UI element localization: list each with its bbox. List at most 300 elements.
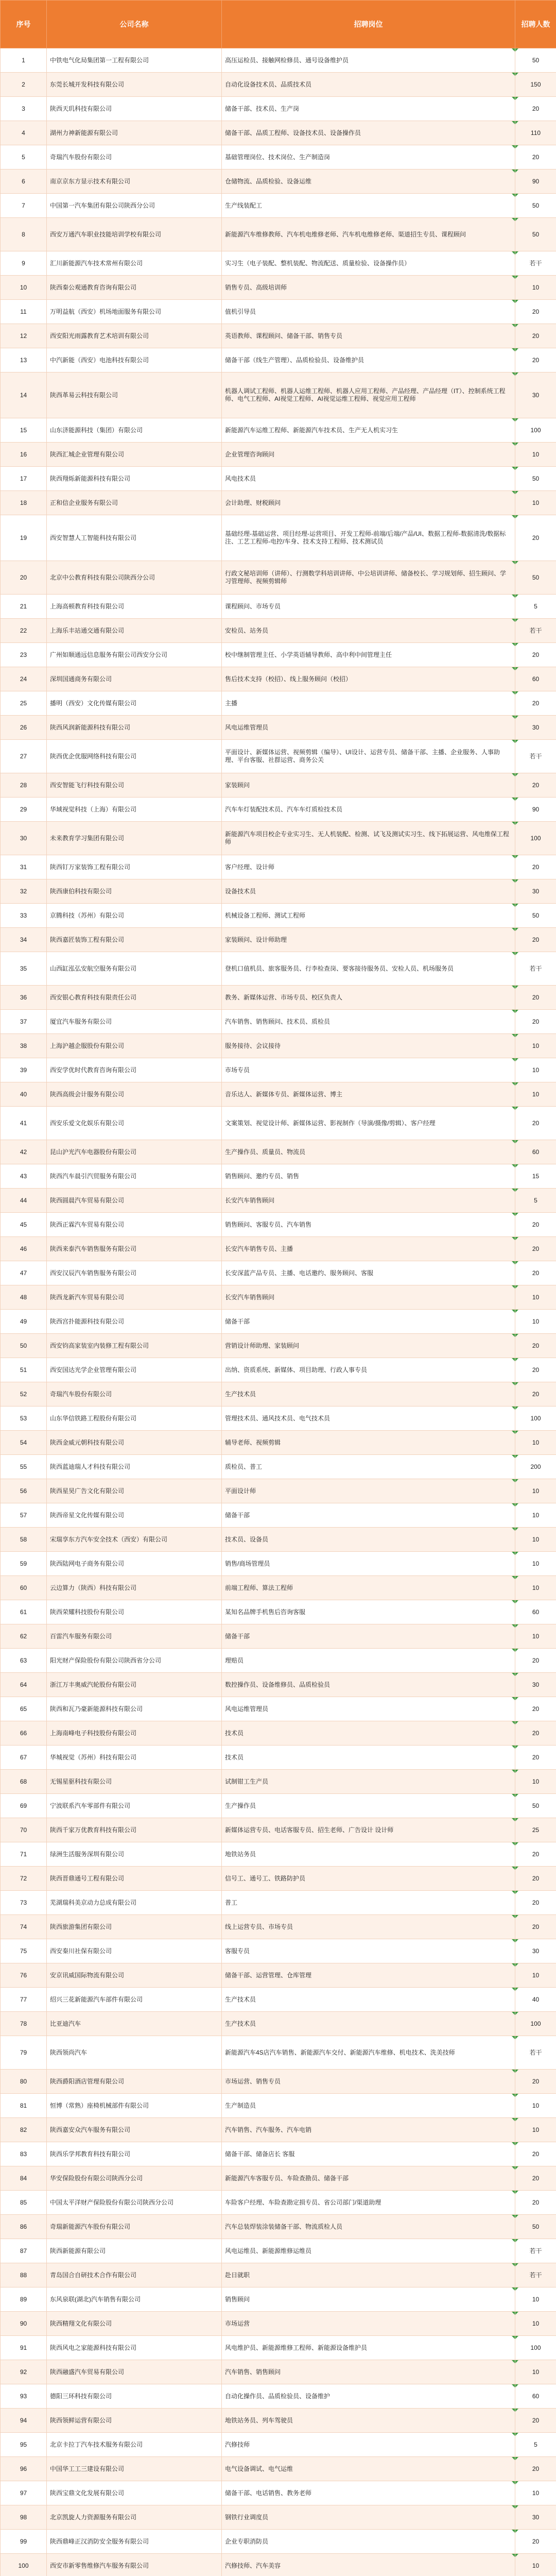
company-name: 陕西正霖汽车贸易有限公司: [47, 1213, 222, 1237]
job-positions: 长安汽车销售顾问: [222, 1285, 515, 1310]
job-positions: 新能源汽车运维工程师、新能源汽车技术员、生产无人机实习生: [222, 418, 515, 443]
row-index: 53: [1, 1406, 47, 1431]
row-index: 84: [1, 2166, 47, 2191]
row-index: 30: [1, 822, 47, 855]
company-name: 陕西优企优服网络科技有限公司: [47, 740, 222, 773]
table-row: [1, 2070, 556, 2094]
table-row: [1, 1794, 556, 1818]
hiring-count: 100: [515, 418, 556, 443]
hiring-count: 20: [515, 1237, 556, 1261]
hiring-count: 25: [515, 1818, 556, 1842]
row-index: 90: [1, 2312, 47, 2336]
company-name: 西安乐爱文化娱乐有限公司: [47, 1107, 222, 1140]
hiring-count: 110: [515, 121, 556, 145]
company-name: 陕西秦公观通教育咨询有限公司: [47, 276, 222, 300]
hiring-count: 20: [515, 300, 556, 324]
hiring-count: 100: [515, 1406, 556, 1431]
job-positions: 汽修技师: [222, 2433, 515, 2457]
hiring-count: 50: [515, 194, 556, 218]
company-name: 南京京东方显示技术有限公司: [47, 170, 222, 194]
row-index: 19: [1, 515, 47, 561]
job-positions: 试制钳工生产员: [222, 1770, 515, 1794]
row-index: 11: [1, 300, 47, 324]
hiring-count: 40: [515, 1988, 556, 2012]
row-index: 36: [1, 986, 47, 1010]
company-name: 中国太平洋财产保险股份有限公司陕西分公司: [47, 2191, 222, 2215]
job-positions: 前端工程师、算法工程师: [222, 1576, 515, 1600]
job-positions: 平面设计、新媒体运营、视频剪辑（编导）、UI设计、运营专员、储备干部、主播、企业服务、人事助理、平台客服、社群运营、商务公关: [222, 740, 515, 773]
company-name: 陕西金威元朝科技有限公司: [47, 1431, 222, 1455]
row-index: 22: [1, 619, 47, 643]
table-row: [1, 691, 556, 716]
table-row: [1, 1915, 556, 1939]
row-index: 89: [1, 2287, 47, 2312]
job-positions: 设备技术员: [222, 879, 515, 904]
company-name: 华城视觉（苏州）科技有限公司: [47, 1745, 222, 1770]
company-name: 昆山沪光汽车电器股份有限公司: [47, 1140, 222, 1164]
table-row: [1, 2312, 556, 2336]
job-positions: 车险客户经理、车险查勘定损专员、省公司部门/渠道助理: [222, 2191, 515, 2215]
job-positions: 储备干部、运营管理、仓库管理: [222, 1963, 515, 1988]
company-name: 陕西蓝迪瑞人才科技有限公司: [47, 1455, 222, 1479]
row-index: 44: [1, 1189, 47, 1213]
hiring-count: 20: [515, 97, 556, 121]
table-row: [1, 1624, 556, 1649]
company-name: 上海南峰电子科技股份有限公司: [47, 1721, 222, 1745]
company-name: 陕西陆网电子商务有限公司: [47, 1552, 222, 1576]
company-name: 陕西新能源有限公司: [47, 2239, 222, 2263]
company-name: 湖州力神新能源有限公司: [47, 121, 222, 145]
row-index: 6: [1, 170, 47, 194]
hiring-count: 20: [515, 2530, 556, 2554]
hiring-count: 若干: [515, 2239, 556, 2263]
company-name: 陕西翔烁新能源科技有限公司: [47, 467, 222, 491]
job-positions: 风电运维员、新能源维修运维员: [222, 2239, 515, 2263]
hiring-count: 90: [515, 170, 556, 194]
hiring-count: 60: [515, 667, 556, 691]
row-index: 49: [1, 1310, 47, 1334]
company-name: 陕西领尚汽车: [47, 2036, 222, 2070]
hiring-count: 30: [515, 2505, 556, 2530]
company-name: 陕西千家万优教育科技有限公司: [47, 1818, 222, 1842]
row-index: 60: [1, 1576, 47, 1600]
row-index: 16: [1, 443, 47, 467]
job-positions: 储备干部、品质工程师、设备技术员、设备操作员: [222, 121, 515, 145]
job-positions: 实习生（电子装配、整机装配、物流配送、质量检验、设备操作员）: [222, 251, 515, 276]
company-name: 中铁电气化局集团第一工程有限公司: [47, 48, 222, 73]
table-row: [1, 1140, 556, 1164]
header-positions: 招聘岗位: [222, 1, 515, 48]
row-index: 91: [1, 2336, 47, 2360]
company-name: 陕西帝星文化传媒有限公司: [47, 1503, 222, 1528]
hiring-count: 10: [515, 1576, 556, 1600]
row-index: 58: [1, 1528, 47, 1552]
table-row: [1, 1164, 556, 1189]
job-positions: 技术员: [222, 1721, 515, 1745]
job-positions: 会计助理、财税顾问: [222, 491, 515, 515]
row-index: 66: [1, 1721, 47, 1745]
row-index: 10: [1, 276, 47, 300]
job-positions: 生产线装配工: [222, 194, 515, 218]
row-index: 7: [1, 194, 47, 218]
table-row: [1, 667, 556, 691]
table-row: [1, 194, 556, 218]
job-positions: 风电运维管理员: [222, 1697, 515, 1721]
company-name: 西安智能飞行科技有限公司: [47, 773, 222, 798]
row-index: 62: [1, 1624, 47, 1649]
table-row: [1, 1528, 556, 1552]
table-row: [1, 2215, 556, 2239]
row-index: 41: [1, 1107, 47, 1140]
company-name: 上海乐丰站通交通有限公司: [47, 619, 222, 643]
row-index: 93: [1, 2384, 47, 2409]
job-positions: 机器人调试工程师、机器人运维工程师、机器人应用工程师、产品经理、产品经理（IT）、控制系统工程师、电气工程师、AI视觉工程师、AI视觉运维工程师、视觉应用工程师: [222, 372, 515, 418]
company-name: 陕西风润新能源科技有限公司: [47, 716, 222, 740]
job-positions: 基础经理-基础运营、项目经理-运营项目、开发工程师-前端/后端/产品/UI、数据工程师-数据清洗/数据标注、工艺工程师-电控/车身、技术支持工程师、技术测试员: [222, 515, 515, 561]
row-index: 61: [1, 1600, 47, 1624]
row-index: 54: [1, 1431, 47, 1455]
hiring-count: 若干: [515, 619, 556, 643]
table-row: [1, 2094, 556, 2118]
table-row: [1, 1818, 556, 1842]
hiring-count: 20: [515, 1010, 556, 1034]
row-index: 76: [1, 1963, 47, 1988]
company-name: 奇瑞新能源汽车股份有限公司: [47, 2215, 222, 2239]
table-row: [1, 1770, 556, 1794]
table-row: [1, 491, 556, 515]
table-row: [1, 1576, 556, 1600]
row-index: 51: [1, 1358, 47, 1382]
row-index: 74: [1, 1915, 47, 1939]
hiring-count: 20: [515, 1891, 556, 1915]
hiring-count: 20: [515, 2142, 556, 2166]
job-positions: 技术员: [222, 1745, 515, 1770]
company-name: 奇瑞汽车股份有限公司: [47, 1382, 222, 1406]
row-index: 73: [1, 1891, 47, 1915]
job-positions: 市场运营、销售专员: [222, 2070, 515, 2094]
company-name: 绿洲生活服务深圳有限公司: [47, 1842, 222, 1867]
company-name: 陕西星昊广告文化有限公司: [47, 1479, 222, 1503]
company-name: 西安市新零售维修汽车服务有限公司: [47, 2554, 222, 2576]
row-index: 28: [1, 773, 47, 798]
job-positions: 地铁站务员、列车驾驶员: [222, 2409, 515, 2433]
job-positions: 理赔员: [222, 1649, 515, 1673]
table-row: [1, 515, 556, 561]
job-positions: 某知名品牌手机售后咨询客服: [222, 1600, 515, 1624]
company-name: 陕西鼎峰正汉消防安全服务有限公司: [47, 2530, 222, 2554]
job-positions: 行政文秘培训师（讲师）、行测数学科培训讲师、中公培训讲师、储备校长、学习规划师、招生顾问、学习管理师、视频剪辑师: [222, 561, 515, 595]
job-positions: 服务接待、会议接待: [222, 1034, 515, 1058]
hiring-count: 20: [515, 1334, 556, 1358]
table-row: [1, 2036, 556, 2070]
row-index: 55: [1, 1455, 47, 1479]
hiring-count: 10: [515, 491, 556, 515]
hiring-count: 10: [515, 1528, 556, 1552]
company-name: 陕西旅游集团有限公司: [47, 1915, 222, 1939]
hiring-count: 10: [515, 1479, 556, 1503]
table-row: [1, 300, 556, 324]
row-index: 80: [1, 2070, 47, 2094]
job-positions: 市场专员: [222, 1058, 515, 1082]
company-name: 西安学优时代教育咨询有限公司: [47, 1058, 222, 1082]
table-row: [1, 1107, 556, 1140]
job-positions: 储备干部（线生产管理）、品质检验员、设备维护员: [222, 348, 515, 372]
row-index: 29: [1, 798, 47, 822]
row-index: 50: [1, 1334, 47, 1358]
row-index: 94: [1, 2409, 47, 2433]
company-name: 西安智慧人工智能科技有限公司: [47, 515, 222, 561]
table-row: [1, 48, 556, 73]
company-name: 云边算力（陕西）科技有限公司: [47, 1576, 222, 1600]
company-name: 京腾科技（苏州）有限公司: [47, 904, 222, 928]
table-row: [1, 1552, 556, 1576]
company-name: 陕西来泰汽车销售服务有限公司: [47, 1237, 222, 1261]
row-index: 1: [1, 48, 47, 73]
row-index: 98: [1, 2505, 47, 2530]
job-positions: 销售顾问、客服专员、汽车销售: [222, 1213, 515, 1237]
hiring-count: 10: [515, 2360, 556, 2384]
table-row: [1, 1261, 556, 1285]
company-name: 西安阳光雨露教育艺术培训有限公司: [47, 324, 222, 348]
table-row: [1, 1058, 556, 1082]
hiring-count: 60: [515, 2384, 556, 2409]
job-positions: 生产技术员: [222, 2012, 515, 2036]
company-name: 陕西圆晨汽车贸易有限公司: [47, 1189, 222, 1213]
table-row: [1, 1891, 556, 1915]
row-index: 27: [1, 740, 47, 773]
job-positions: 主播: [222, 691, 515, 716]
job-positions: 数控操作员、设备维修员、品质检验员: [222, 1673, 515, 1697]
company-name: 陕西宝鼎文化发展有限公司: [47, 2481, 222, 2505]
header-count: 招聘人数: [515, 1, 556, 48]
company-name: 山西缸泓弘安航空服务有限公司: [47, 952, 222, 986]
table-row: [1, 1673, 556, 1697]
company-name: 陕西荣耀科技股份有限公司: [47, 1600, 222, 1624]
company-name: 阳光财产保险股份有限公司陕西省分公司: [47, 1649, 222, 1673]
job-positions: 英语教师、课程顾问、储备干部、销售专员: [222, 324, 515, 348]
job-positions: 基础管理岗位、技术岗位、生产制造岗: [222, 145, 515, 170]
company-name: 上海高顿教育科技有限公司: [47, 595, 222, 619]
table-row: [1, 2336, 556, 2360]
job-positions: 长安汽车销售专员、主播: [222, 1237, 515, 1261]
job-positions: 新能源汽车项目校企专业实习生、无人机装配、检测、试飞及测试实习生、线下拓展运营、风电维保工程师: [222, 822, 515, 855]
table-row: [1, 1285, 556, 1310]
company-name: 西安秦川社保有限公司: [47, 1939, 222, 1963]
company-name: 陕西融盛汽车贸易有限公司: [47, 2360, 222, 2384]
company-name: 华域视觉科技（上海）有限公司: [47, 798, 222, 822]
hiring-count: 10: [515, 1503, 556, 1528]
row-index: 81: [1, 2094, 47, 2118]
job-positions: 管理技术员、通风技术员、电气技术员: [222, 1406, 515, 1431]
row-index: 99: [1, 2530, 47, 2554]
job-positions: 地铁站务员: [222, 1842, 515, 1867]
table-row: [1, 276, 556, 300]
job-positions: 生产操作员、质量员、物流员: [222, 1140, 515, 1164]
table-row: [1, 561, 556, 595]
job-positions: 风电维护员、新能源维修工程师、新能源设备维护员: [222, 2336, 515, 2360]
row-index: 15: [1, 418, 47, 443]
hiring-count: 30: [515, 1939, 556, 1963]
company-name: 陕西钉万家装饰工程有限公司: [47, 855, 222, 879]
company-name: 百雷汽车服务有限公司: [47, 1624, 222, 1649]
table-row: [1, 1382, 556, 1406]
job-positions: 新能源汽车客服专员、车险查勘员、储备干部: [222, 2166, 515, 2191]
company-name: 陕西汇城企业管理有限公司: [47, 443, 222, 467]
row-index: 68: [1, 1770, 47, 1794]
row-index: 23: [1, 643, 47, 667]
job-positions: 长安深蓝产品专员、主播、电话邀约、服务顾问、客服: [222, 1261, 515, 1285]
job-positions: 赴日就职: [222, 2263, 515, 2287]
row-index: 48: [1, 1285, 47, 1310]
job-positions: 汽车销售、销售顾问、技术员、质检员: [222, 1010, 515, 1034]
table-row: [1, 1963, 556, 1988]
job-positions: 新媒体运营专员、电话客服专员、招生老师、广告设计 设计师: [222, 1818, 515, 1842]
table-row: [1, 2554, 556, 2576]
table-row: [1, 218, 556, 251]
row-index: 79: [1, 2036, 47, 2070]
job-positions: 值机引导员: [222, 300, 515, 324]
job-positions: 线上运营专员、市场专员: [222, 1915, 515, 1939]
hiring-count: 90: [515, 798, 556, 822]
table-row: [1, 1310, 556, 1334]
hiring-count: 10: [515, 1058, 556, 1082]
row-index: 18: [1, 491, 47, 515]
hiring-count: 50: [515, 218, 556, 251]
job-positions: 信号工、通号工、铁路防护员: [222, 1867, 515, 1891]
hiring-count: 20: [515, 773, 556, 798]
hiring-count: 10: [515, 1624, 556, 1649]
table-row: [1, 1649, 556, 1673]
table-row: [1, 1503, 556, 1528]
hiring-count: 10: [515, 2554, 556, 2576]
row-index: 85: [1, 2191, 47, 2215]
company-name: 比亚迪汽车: [47, 2012, 222, 2036]
company-name: 山东华信铁路工程股份有限公司: [47, 1406, 222, 1431]
company-name: 宋瑞享东方汽车安全技术（西安）有限公司: [47, 1528, 222, 1552]
job-positions: 汽修技师、汽车美容: [222, 2554, 515, 2576]
row-index: 35: [1, 952, 47, 986]
table-row: [1, 145, 556, 170]
hiring-count: 20: [515, 643, 556, 667]
row-index: 5: [1, 145, 47, 170]
job-positions: 储备干部、电话销售、教务老师: [222, 2481, 515, 2505]
company-name: 陕西精翔文化有限公司: [47, 2312, 222, 2336]
row-index: 69: [1, 1794, 47, 1818]
job-positions: 风电运维管理员: [222, 716, 515, 740]
table-row: [1, 2457, 556, 2481]
hiring-count: 20: [515, 2191, 556, 2215]
company-name: 陕西嘉安众汽车服务有限公司: [47, 2118, 222, 2142]
hiring-count: 5: [515, 595, 556, 619]
hiring-count: 20: [515, 1915, 556, 1939]
hiring-count: 50: [515, 467, 556, 491]
hiring-count: 30: [515, 372, 556, 418]
company-name: 未来教育学习集团有限公司: [47, 822, 222, 855]
job-positions: 质检员、普工: [222, 1455, 515, 1479]
company-name: 青岛国合自研技术合作有限公司: [47, 2263, 222, 2287]
company-name: 厦宜汽车服务有限公司: [47, 1010, 222, 1034]
table-row: [1, 1455, 556, 1479]
table-row: [1, 2263, 556, 2287]
row-index: 56: [1, 1479, 47, 1503]
company-name: 上海沪越企服股份有限公司: [47, 1034, 222, 1058]
job-positions: 企业专职消防员: [222, 2530, 515, 2554]
hiring-count: 60: [515, 1140, 556, 1164]
row-index: 26: [1, 716, 47, 740]
row-index: 21: [1, 595, 47, 619]
job-positions: 生产技术员: [222, 1382, 515, 1406]
table-row: [1, 2239, 556, 2263]
table-row: [1, 170, 556, 194]
row-index: 82: [1, 2118, 47, 2142]
table-row: [1, 1842, 556, 1867]
job-positions: 仓储物流、品质检验、设备运维: [222, 170, 515, 194]
company-name: 中汽新能（西安）电池科技有限公司: [47, 348, 222, 372]
job-positions: 营销设计师助理、家装顾问: [222, 1334, 515, 1358]
row-index: 34: [1, 928, 47, 952]
job-positions: 自动化设备技术员、品质技术员: [222, 73, 515, 97]
hiring-count: 20: [515, 1358, 556, 1382]
hiring-count: 20: [515, 348, 556, 372]
hiring-count: 15: [515, 1164, 556, 1189]
table-row: [1, 1745, 556, 1770]
job-positions: 储备干部: [222, 1624, 515, 1649]
company-name: 正和信企业服务有限公司: [47, 491, 222, 515]
hiring-count: 30: [515, 879, 556, 904]
company-name: 山东济能源科技（集团）有限公司: [47, 418, 222, 443]
company-name: 宁波联系汽车零部件有限公司: [47, 1794, 222, 1818]
table-row: [1, 372, 556, 418]
company-name: 东风泉联(湖北)汽车销售有限公司: [47, 2287, 222, 2312]
hiring-count: 10: [515, 2118, 556, 2142]
row-index: 25: [1, 691, 47, 716]
job-positions: 自动化操作员、品质检验员、设备维护: [222, 2384, 515, 2409]
row-index: 43: [1, 1164, 47, 1189]
job-positions: 企业管理咨询顾问: [222, 443, 515, 467]
row-index: 45: [1, 1213, 47, 1237]
table-row: [1, 1867, 556, 1891]
company-name: 汇川新能源汽车技术常州有限公司: [47, 251, 222, 276]
hiring-count: 30: [515, 1673, 556, 1697]
hiring-count: 10: [515, 1552, 556, 1576]
job-positions: 文案策划、视觉设计师、新媒体运营、影视制作（导演/摄像/剪辑）、客户经理: [222, 1107, 515, 1140]
row-index: 31: [1, 855, 47, 879]
row-index: 71: [1, 1842, 47, 1867]
hiring-count: 10: [515, 1034, 556, 1058]
hiring-count: 10: [515, 1431, 556, 1455]
row-index: 67: [1, 1745, 47, 1770]
row-index: 8: [1, 218, 47, 251]
hiring-count: 20: [515, 515, 556, 561]
hiring-count: 若干: [515, 952, 556, 986]
job-positions: 汽车车灯装配技术员、汽车车灯质检技术员: [222, 798, 515, 822]
row-index: 83: [1, 2142, 47, 2166]
row-index: 17: [1, 467, 47, 491]
job-positions: 销售顾问、邀约专员、销售: [222, 1164, 515, 1189]
company-name: 华安保险股份有限公司陕西分公司: [47, 2166, 222, 2191]
table-row: [1, 1010, 556, 1034]
row-index: 86: [1, 2215, 47, 2239]
row-index: 100: [1, 2554, 47, 2576]
hiring-count: 200: [515, 1455, 556, 1479]
table-row: [1, 2012, 556, 2036]
job-positions: 储备干部: [222, 1503, 515, 1528]
job-positions: 销售/商场管理员: [222, 1552, 515, 1576]
job-positions: 出纳、资质系统、新媒体、项目助理、行政人事专员: [222, 1358, 515, 1382]
table-row: [1, 2287, 556, 2312]
hiring-count: 20: [515, 1867, 556, 1891]
job-positions: 客服专员: [222, 1939, 515, 1963]
